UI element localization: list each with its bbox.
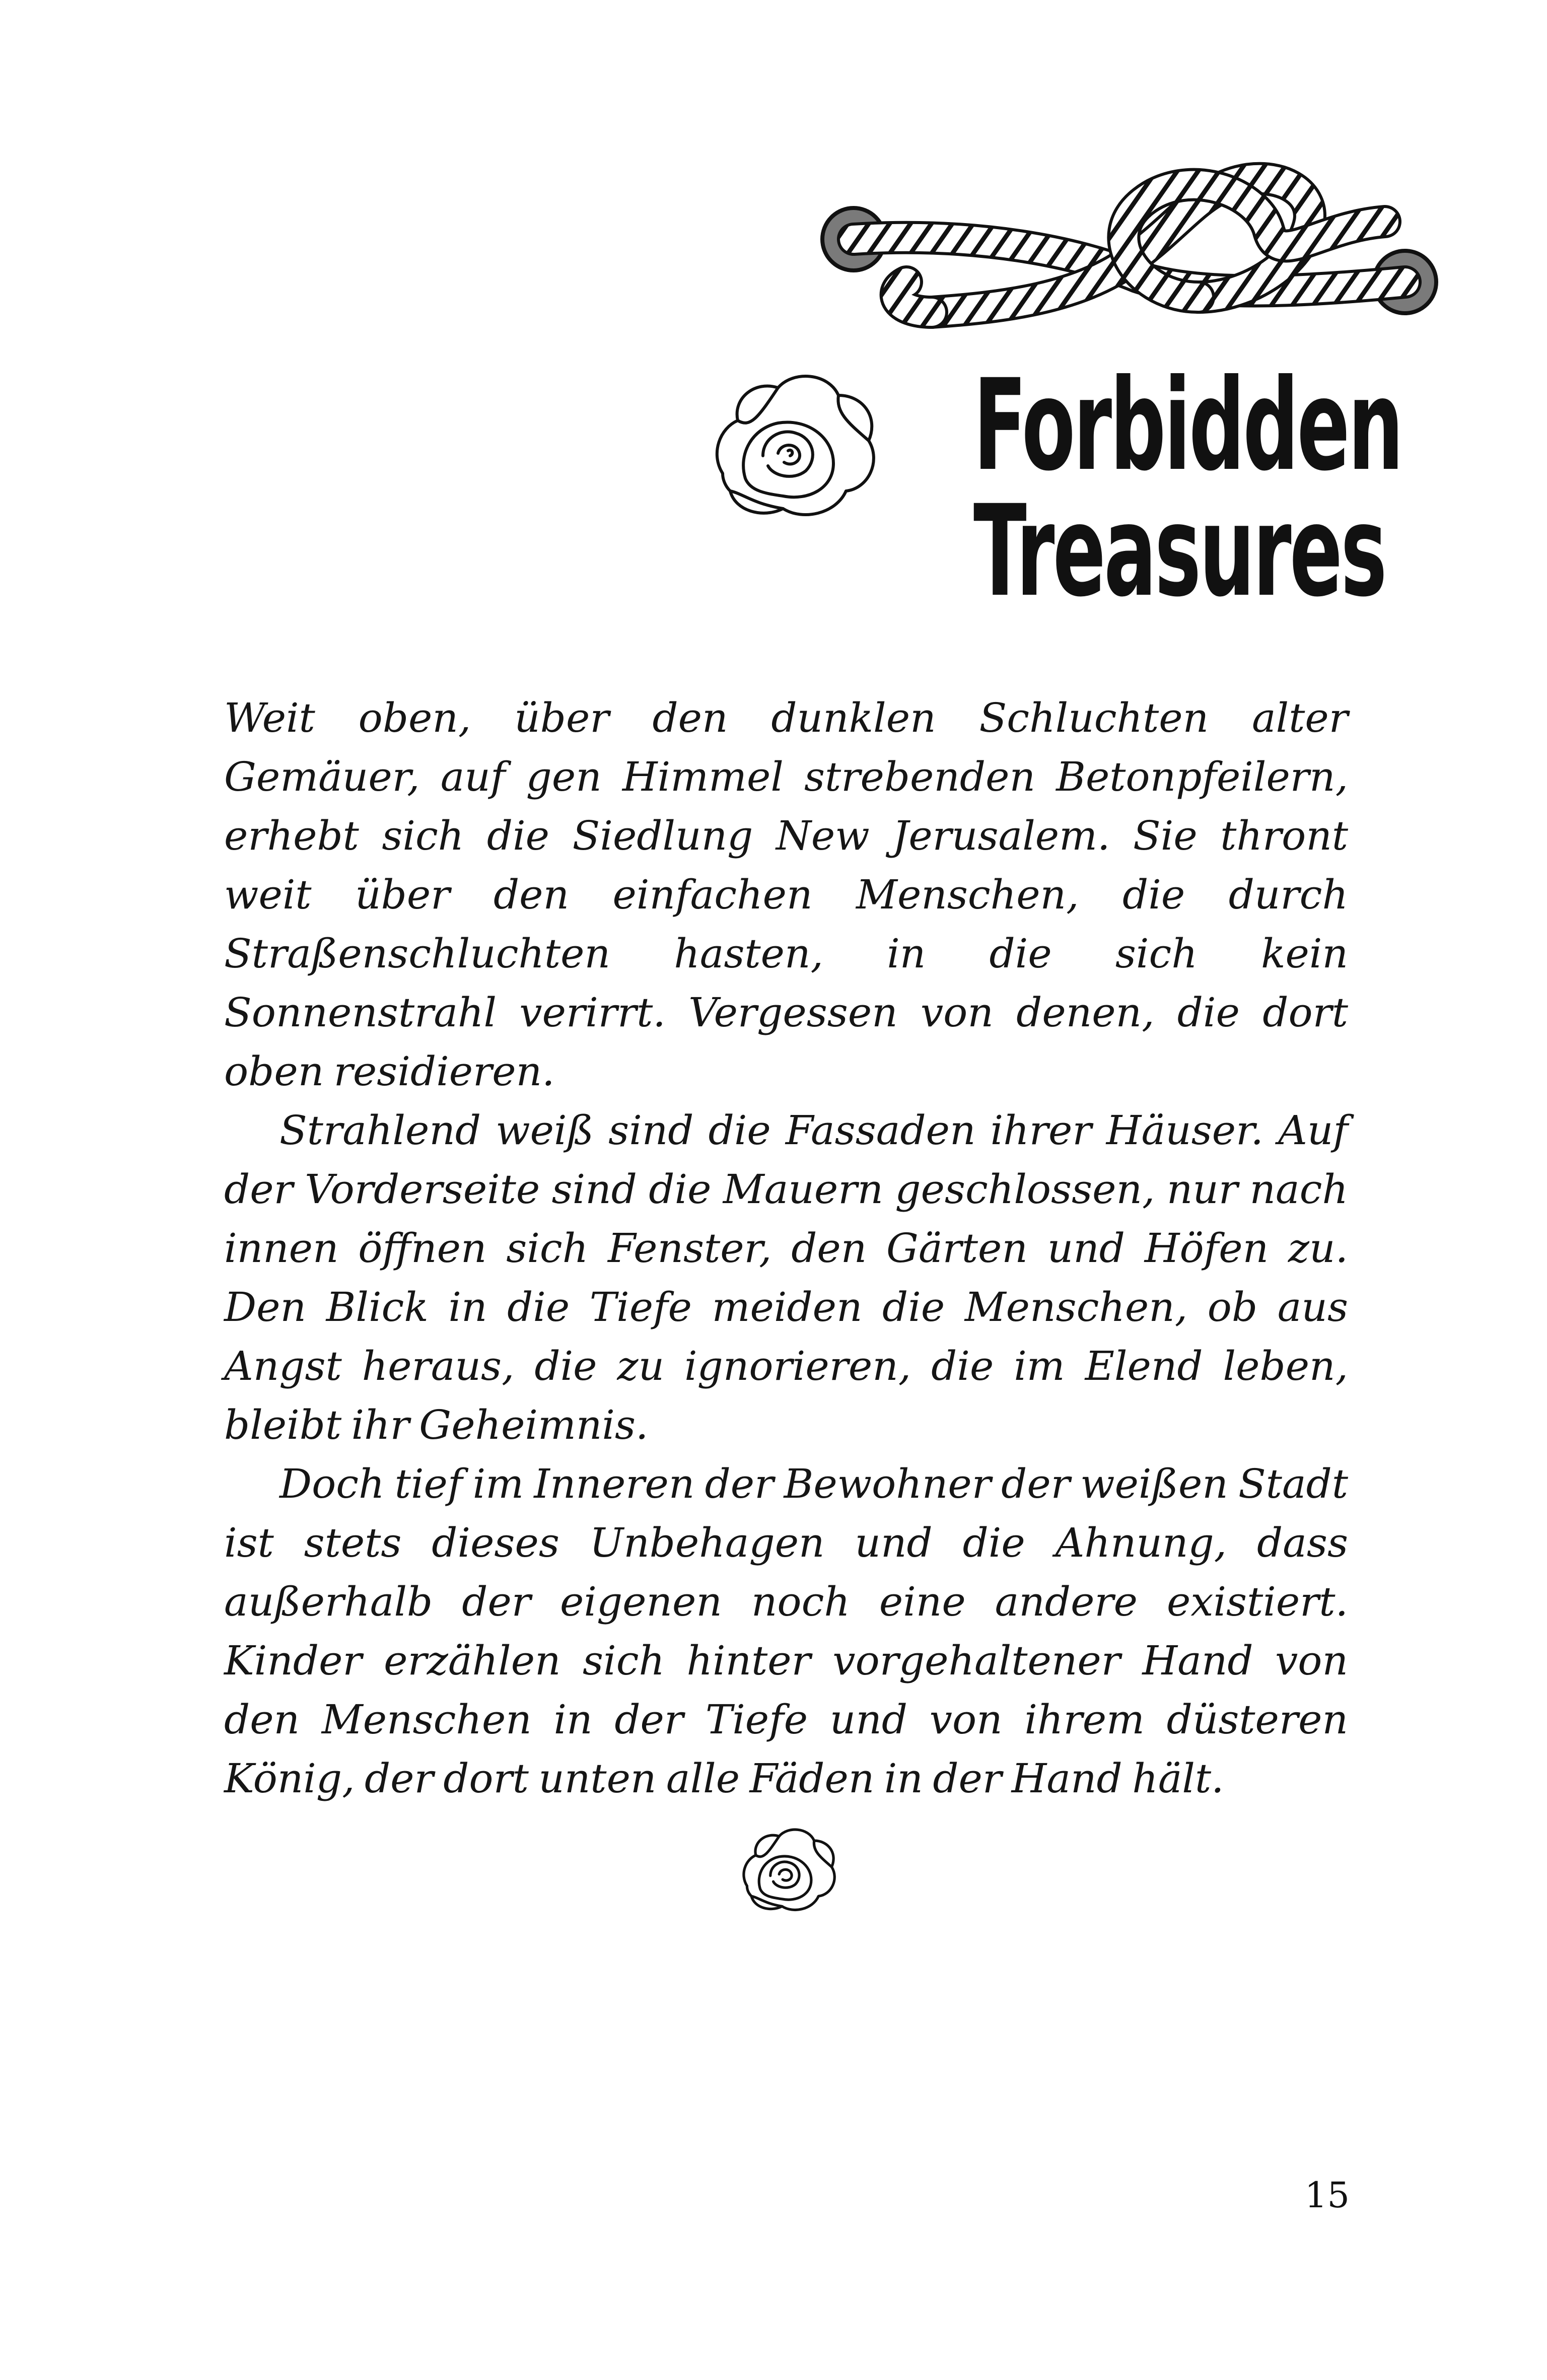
paragraph-2: Strahlend weiß sind die Fassaden ihrer Häuser. Auf der Vorderseite sind die Mauern geschlossen, nur nach innen öffnen sich Fenster, den Gärten und Höfen zu. Den Blick in die Tiefe meiden die Menschen, ob aus Angst heraus, die zu ignorieren, die im Elend leben, bleibt ihr Geheimnis.: [224, 1107, 1348, 1448]
page-title: [973, 352, 1402, 624]
rose-icon: [708, 368, 881, 524]
title-line-2: Treasures: [973, 478, 1385, 624]
title-line-1: Forbidden: [973, 352, 1402, 499]
rose-end-icon: [738, 1822, 839, 1918]
page-number: 15: [1304, 2175, 1350, 2216]
rope-knot-icon: [816, 146, 1445, 358]
paragraph-1: Weit oben, über den dunklen Schluchten alter Gemäuer, auf gen Himmel strebenden Betonpfeilern, erhebt sich die Siedlung New Jerusalem. Sie thront weit über den einfachen Menschen, die durch Straßenschluchten hasten, in die sich kein Sonnenstrahl verirrt. Vergessen von denen, die dort oben residieren.: [224, 694, 1348, 1095]
paragraph-3: Doch tief im Inneren der Bewohner der weißen Stadt ist stets dieses Unbehagen und die Ahnung, dass außerhalb der eigenen noch eine andere existiert. Kinder erzählen sich hinter vorgehaltener Hand von den Menschen in der Tiefe und von ihrem düsteren König, der dort unten alle Fäden in der Hand hält.: [224, 1460, 1348, 1802]
story-text: [224, 688, 1348, 1808]
